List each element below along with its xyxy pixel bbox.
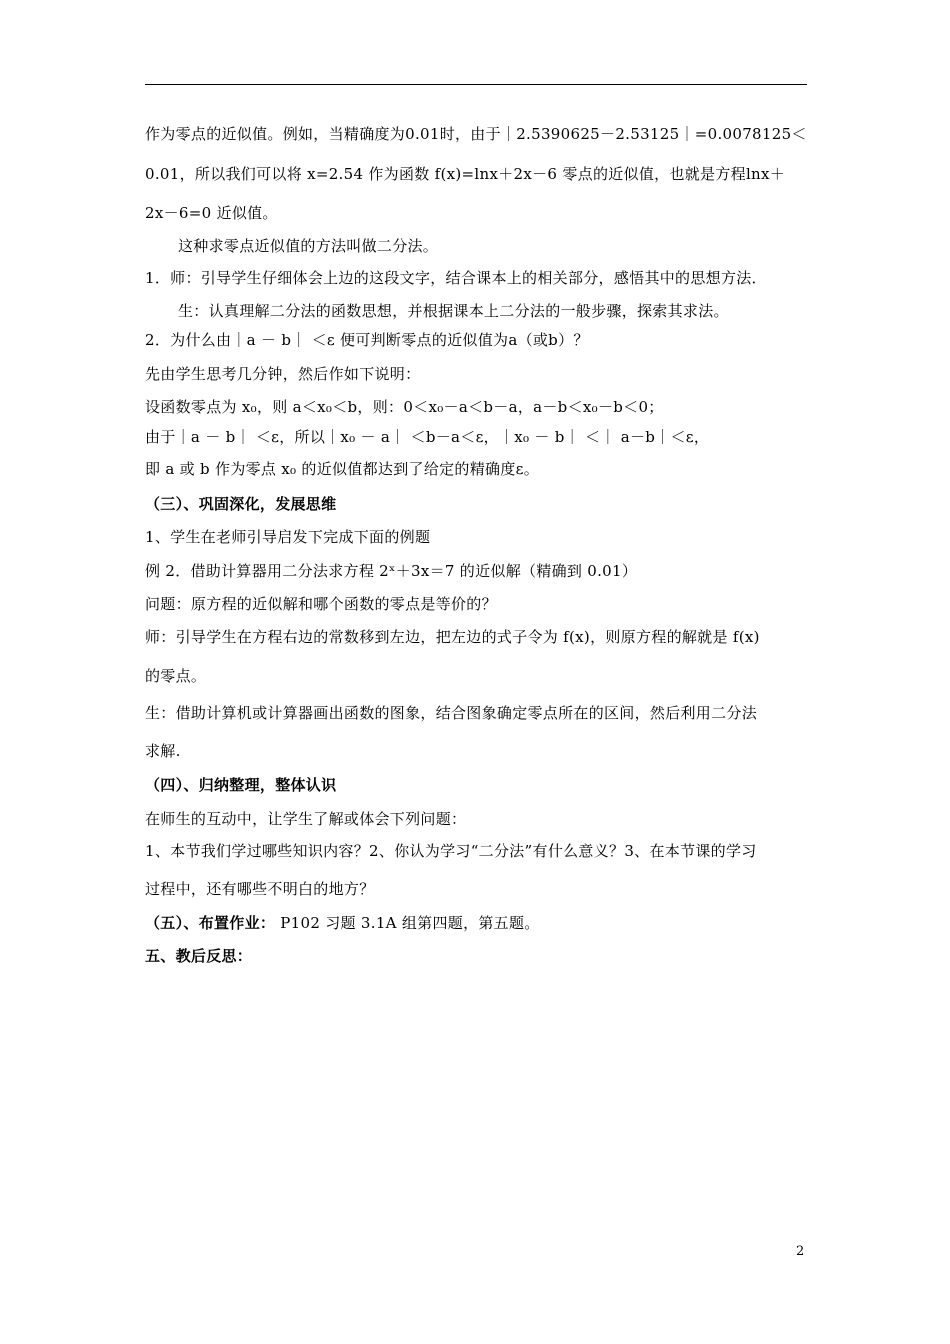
paragraph-line: 1、学生在老师引导启发下完成下面的例题: [145, 528, 431, 546]
paragraph-line: 2．为什么由｜a － b｜ ＜ε 便可判断零点的近似值为a（或b）？: [145, 331, 589, 349]
section-heading: 五、教后反思：: [145, 947, 253, 965]
paragraph-line: 过程中，还有哪些不明白的地方？: [145, 880, 375, 898]
paragraph-line: 在师生的互动中，让学生了解或体会下列问题：: [145, 810, 467, 828]
paragraph-line: 求解.: [145, 742, 181, 760]
document-body: [145, 124, 810, 966]
section-heading: （四）、归纳整理，整体认识: [145, 776, 337, 794]
paragraph-line: 先由学生思考几分钟，然后作如下说明：: [145, 365, 421, 383]
paragraph-line: 的零点。: [145, 667, 207, 685]
paragraph-line: 1．师：引导学生仔细体会上边的这段文字，结合课本上的相关部分，感悟其中的思想方法．: [145, 269, 767, 287]
header-rule: [145, 84, 807, 85]
paragraph-line: 这种求零点近似值的方法叫做二分法。: [178, 237, 439, 255]
paragraph-line: 1、本节我们学过哪些知识内容？2、你认为学习“二分法”有什么意义？3、在本节课的学习: [145, 842, 757, 860]
section-heading: （五）、布置作业：: [145, 914, 276, 932]
paragraph-line: 生：借助计算机或计算器画出函数的图象，结合图象确定零点所在的区间，然后利用二分法: [145, 704, 758, 722]
paragraph-line: 即 a 或 b 作为零点 x₀ 的近似值都达到了给定的精确度ε。: [145, 460, 539, 478]
page-number: 2: [796, 1244, 805, 1259]
paragraph-line: 作为零点的近似值。例如，当精确度为0.01时，由于｜2.5390625－2.53125｜=0.0078125＜: [145, 125, 807, 143]
paragraph-line: 师：引导学生在方程右边的常数移到左边，把左边的式子令为 f(x)，则原方程的解就是 f(x): [145, 628, 760, 646]
paragraph-line: 由于｜a － b｜ ＜ε，所以｜x₀ － a｜ ＜b－a＜ε，｜x₀ － b｜ ＜｜ a－b｜＜ε，: [145, 428, 710, 446]
homework-text: P102 习题 3.1A 组第四题，第五题。: [275, 914, 540, 932]
paragraph-line: 例 2．借助计算器用二分法求方程 2ˣ＋3x＝7 的近似解（精确到 0.01）: [145, 562, 638, 580]
paragraph-line: 问题：原方程的近似解和哪个函数的零点是等价的？: [145, 595, 497, 613]
paragraph-line: 2x－6=0 近似值。: [145, 204, 278, 222]
paragraph-line: 0.01，所以我们可以将 x=2.54 作为函数 f(x)=lnx＋2x－6 零点的近似值，也就是方程lnx＋: [145, 165, 786, 183]
paragraph-line: 生：认真理解二分法的函数思想，并根据课本上二分法的一般步骤，探索其求法。: [178, 302, 729, 320]
section-heading: （三）、巩固深化，发展思维: [145, 495, 337, 513]
homework-line: [145, 913, 810, 933]
paragraph-line: 设函数零点为 x₀，则 a＜x₀＜b，则：0＜x₀－a＜b－a，a－b＜x₀－b＜0；: [145, 398, 664, 416]
